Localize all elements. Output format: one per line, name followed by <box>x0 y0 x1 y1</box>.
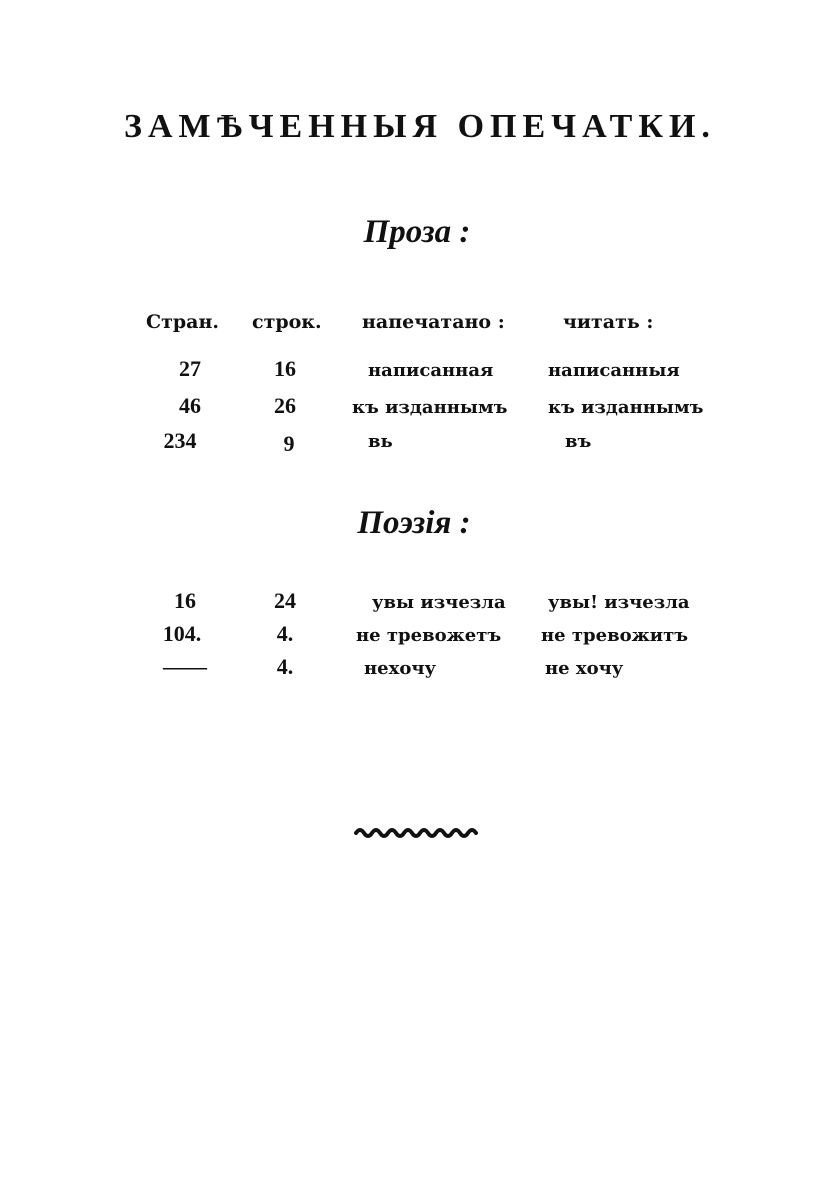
correct-text: не тревожитъ <box>541 625 689 646</box>
page-number: 104. <box>162 621 202 646</box>
printed-text: не тревожетъ <box>356 625 502 646</box>
line-number: 24 <box>274 588 296 613</box>
page-title: ЗАМѢЧЕННЫЯ ОПЕЧАТКИ. <box>124 108 716 145</box>
line-number: 4. <box>276 654 294 679</box>
printed-text: написанная <box>368 360 494 381</box>
column-header-line: строк. <box>252 311 322 333</box>
printed-text: увы изчезла <box>372 592 506 613</box>
ornamental-tailpiece <box>354 824 480 840</box>
line-number: 16 <box>274 356 296 381</box>
column-header-printed: напечатано : <box>362 311 505 333</box>
correct-text: къ изданнымъ <box>548 397 704 418</box>
page-number: —— <box>163 654 207 679</box>
line-number: 9 <box>283 431 295 456</box>
page-number: 27 <box>179 356 201 381</box>
printed-text: нехочу <box>364 658 437 679</box>
column-header-read: читать : <box>563 311 654 333</box>
correct-text: не хочу <box>545 658 624 679</box>
page-number: 234 <box>163 428 197 453</box>
section-heading-prose: Проза : <box>363 214 471 250</box>
section-heading-poetry: Поэзія : <box>357 505 471 541</box>
page-number: 16 <box>174 588 196 613</box>
line-number: 4. <box>276 621 294 646</box>
line-number: 26 <box>274 393 296 418</box>
correct-text: увы! изчезла <box>548 592 690 613</box>
printed-text: вь <box>368 431 393 452</box>
printed-text: къ изданнымъ <box>352 397 508 418</box>
page-number: 46 <box>179 393 201 418</box>
column-header-page: Стран. <box>146 311 220 333</box>
correct-text: въ <box>565 431 592 452</box>
correct-text: написанныя <box>548 360 680 381</box>
